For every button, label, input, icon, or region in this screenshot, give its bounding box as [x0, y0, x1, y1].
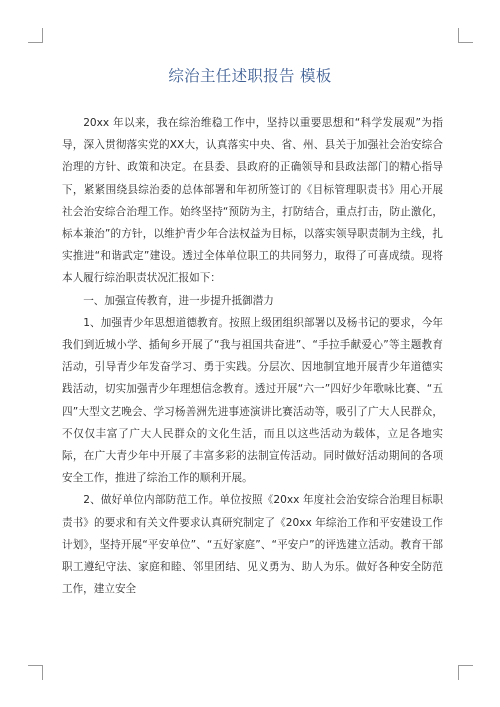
- intro-paragraph: 20xx 年以来，我在综治维稳工作中，坚持以重要思想和“科学发展观”为指导，深入贯彻落实党的XX大，认真落实中央、省、州、县关于加强社会治安综合治理的方针、政策和决定。在县委、县政府的正确领导和县政法部门的精心指导下，紧紧围绕县综治委的总体部署和年初所签订的《目标管理职责书》用心开展社会治安综合治理工作。始终坚持“预防为主，打防结合，重点打击，防止激化，标本兼治”的方针，以维护青少年合法权益为目标，以落实领导职责制为主线，扎实推进“和谐武定”建设。透过全体单位职工的共同努力，取得了可喜成绩。现将本人履行综治职责状况汇报如下：: [62, 117, 443, 285]
- crop-mark-top-right: [458, 28, 473, 43]
- document-body: [62, 112, 443, 600]
- section-heading: 一、加强宣传教育，进一步提升抵御潜力: [83, 294, 274, 307]
- document-title: 综治主任述职报告 模板: [168, 67, 332, 85]
- crop-mark-bottom-left: [28, 665, 43, 680]
- body-paragraph: 2、做好单位内部防范工作。单位按照《20xx 年度社会治安综合治理目标职责书》的要求和有关文件要求认真研究制定了《20xx 年综治工作和平安建设工作计划》，坚持开展“平安单位”、“五好家庭”、“平安户”的评选建立活动。教育干部职工遵纪守法、家庭和睦、邻里团结、见义勇为、助人为乐。做好各种安全防范工作，建立安全: [62, 494, 443, 596]
- crop-mark-bottom-right: [458, 665, 473, 680]
- crop-mark-top-left: [28, 28, 43, 43]
- body-paragraph: 1、加强青少年思想道德教育。按照上级团组织部署以及杨书记的要求，今年我们到近城小学、插甸乡开展了“我与祖国共奋进”、“手拉手献爱心”等主题教育活动，引导青少年发奋学习、勇于实践。分层次、因地制宜地开展青少年道德实践活动，切实加强青少年理想信念教育。透过开展“六一”四好少年歌咏比赛、“五四”大型文艺晚会、学习杨善洲先进事迹演讲比赛活动等，吸引了广大人民群众，不仅仅丰富了广大人民群众的文化生活，而且以这些活动为载体，立足各地实际，在广大青少年中开展了丰富多彩的法制宣传活动。同时做好活动期间的各项安全工作，推进了综治工作的顺利开展。: [62, 316, 443, 485]
